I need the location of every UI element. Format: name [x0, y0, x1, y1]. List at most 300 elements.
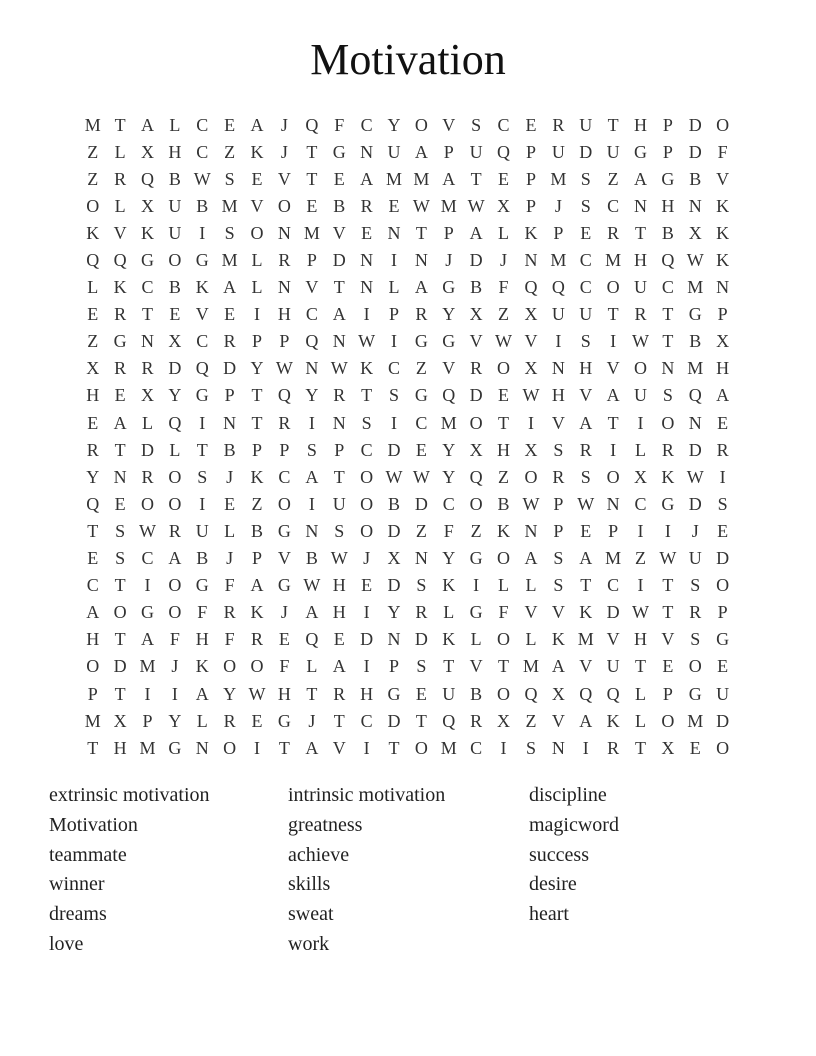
grid-letter: J [280, 602, 288, 623]
grid-letter: M [605, 548, 622, 569]
grid-letter: C [196, 331, 209, 352]
grid-letter: I [363, 602, 370, 623]
grid-letter: J [363, 548, 371, 569]
grid-letter: C [607, 575, 620, 596]
grid-letter: W [522, 493, 540, 514]
grid-letter: W [248, 683, 266, 704]
grid-letter: C [661, 277, 674, 298]
grid-letter: Z [635, 548, 646, 569]
grid-letter: Z [470, 520, 482, 541]
grid-letter: T [114, 575, 126, 596]
grid-letter: D [387, 520, 401, 541]
grid-letter: F [498, 277, 509, 298]
grid-letter: I [363, 304, 370, 325]
grid-letter: R [168, 520, 181, 541]
grid-letter: U [688, 548, 702, 569]
grid-letter: S [115, 548, 126, 569]
grid-letter: P [525, 168, 536, 189]
grid-letter: G [661, 168, 675, 189]
grid-letter: E [87, 412, 99, 433]
grid-letter: Y [442, 466, 456, 487]
grid-letter: T [114, 114, 126, 135]
grid-letter: T [470, 168, 482, 189]
grid-letter: L [141, 412, 153, 433]
grid-letter: H [332, 575, 346, 596]
grid-letter: G [168, 737, 182, 758]
grid-letter: M [440, 737, 457, 758]
grid-letter: F [224, 629, 235, 650]
grid-letter: O [634, 358, 647, 379]
grid-letter: L [251, 250, 263, 271]
grid-letter: O [606, 466, 620, 487]
grid-letter: S [388, 385, 399, 406]
grid-letter: E [224, 304, 236, 325]
grid-letter: L [114, 195, 126, 216]
grid-letter: V [305, 277, 319, 298]
grid-letter: L [169, 114, 181, 135]
grid-letter: X [387, 548, 401, 569]
grid-letter: K [86, 222, 100, 243]
grid-letter: O [168, 602, 182, 623]
grid-letter: E [580, 520, 592, 541]
grid-letter: Z [87, 331, 99, 352]
grid-letter: E [114, 493, 126, 514]
grid-letter: D [688, 439, 702, 460]
grid-letter: I [254, 737, 261, 758]
grid-letter: G [195, 385, 209, 406]
grid-letter: R [607, 737, 620, 758]
grid-letter: N [360, 277, 374, 298]
grid-letter: K [716, 250, 730, 271]
grid-letter: H [634, 629, 647, 650]
grid-letter: G [688, 683, 702, 704]
grid-letter: X [524, 439, 538, 460]
grid-letter: G [414, 331, 428, 352]
grid-letter: U [387, 141, 401, 162]
grid-letter: L [443, 602, 455, 623]
grid-letter: A [360, 168, 374, 189]
grid-letter: L [251, 277, 263, 298]
grid-letter: A [305, 466, 319, 487]
grid-letter: T [306, 141, 318, 162]
grid-letter: X [140, 141, 154, 162]
grid-letter: F [334, 114, 345, 135]
grid-letter: P [662, 683, 673, 704]
grid-letter: V [469, 656, 483, 677]
grid-letter: N [634, 195, 647, 216]
grid-letter: T [607, 304, 619, 325]
grid-letter: T [635, 222, 646, 243]
grid-letter: L [635, 683, 646, 704]
grid-letter: M [221, 195, 238, 216]
grid-letter: O [168, 466, 182, 487]
grid-letter: X [551, 683, 565, 704]
grid-letter: T [607, 412, 619, 433]
grid-letter: E [278, 629, 290, 650]
grid-letter: W [412, 195, 430, 216]
grid-letter: I [610, 331, 617, 352]
grid-letter: Q [195, 358, 209, 379]
grid-letter: K [250, 466, 264, 487]
grid-letter: R [251, 629, 264, 650]
grid-letter: E [717, 656, 729, 677]
grid-letter: K [579, 602, 593, 623]
grid-letter: S [580, 466, 591, 487]
grid-letter: T [415, 222, 427, 243]
grid-letter: C [634, 493, 647, 514]
grid-letter: T [333, 466, 345, 487]
grid-letter: O [414, 114, 428, 135]
grid-letter: G [332, 141, 346, 162]
grid-letter: Y [442, 548, 456, 569]
grid-letter: P [279, 439, 290, 460]
grid-letter: P [717, 602, 728, 623]
grid-letter: T [443, 656, 455, 677]
grid-letter: K [716, 195, 730, 216]
grid-letter: S [580, 195, 591, 216]
grid-letter: S [115, 520, 126, 541]
grid-letter: O [223, 737, 237, 758]
grid-letter: I [390, 250, 397, 271]
grid-letter: P [252, 439, 263, 460]
grid-letter: H [551, 385, 565, 406]
grid-letter: L [388, 277, 400, 298]
grid-letter: S [580, 331, 591, 352]
grid-letter: S [416, 575, 427, 596]
grid-letter: E [415, 683, 427, 704]
word-list-item: discipline [529, 784, 607, 806]
grid-letter: P [224, 385, 235, 406]
grid-letter: F [498, 602, 509, 623]
grid-letter: W [632, 331, 649, 352]
grid-letter: U [606, 656, 620, 677]
grid-letter: N [360, 250, 374, 271]
grid-letter: V [579, 656, 593, 677]
grid-letter: G [277, 520, 291, 541]
grid-letter: Y [223, 683, 237, 704]
grid-letter: H [661, 195, 675, 216]
grid-letter: A [579, 548, 593, 569]
grid-letter: R [86, 439, 99, 460]
grid-letter: R [661, 439, 674, 460]
grid-letter: I [363, 737, 370, 758]
grid-letter: H [277, 683, 291, 704]
grid-letter: N [551, 737, 565, 758]
grid-letter: K [250, 602, 264, 623]
grid-letter: T [498, 412, 510, 433]
grid-letter: K [497, 520, 511, 541]
grid-letter: Q [551, 277, 565, 298]
grid-letter: P [388, 304, 399, 325]
grid-letter: R [552, 466, 565, 487]
grid-letter: G [442, 331, 456, 352]
grid-letter: T [114, 439, 126, 460]
grid-letter: C [86, 575, 99, 596]
grid-letter: H [86, 385, 100, 406]
grid-letter: O [661, 412, 675, 433]
grid-letter: W [385, 466, 403, 487]
grid-letter: M [303, 222, 320, 243]
grid-letter: S [690, 575, 701, 596]
grid-letter: M [84, 114, 101, 135]
grid-letter: V [332, 222, 346, 243]
grid-letter: V [524, 331, 538, 352]
grid-letter: O [250, 656, 264, 677]
grid-letter: D [332, 250, 346, 271]
grid-letter: G [195, 575, 209, 596]
grid-letter: G [469, 602, 483, 623]
grid-letter: C [579, 277, 592, 298]
word-list-column-1 [49, 781, 210, 960]
grid-letter: O [606, 277, 620, 298]
grid-letter: I [637, 520, 644, 541]
grid-letter: K [360, 358, 374, 379]
grid-letter: G [716, 629, 730, 650]
word-list-item: success [529, 843, 589, 866]
grid-letter: H [332, 602, 346, 623]
grid-letter: K [195, 656, 209, 677]
grid-letter: K [250, 141, 264, 162]
grid-letter: O [168, 493, 182, 514]
grid-letter: O [469, 412, 483, 433]
grid-letter: O [497, 358, 511, 379]
grid-letter: T [251, 385, 263, 406]
grid-letter: S [662, 385, 673, 406]
grid-letter: H [716, 358, 730, 379]
grid-letter: H [579, 358, 593, 379]
grid-letter: N [223, 412, 237, 433]
word-list-item: teammate [49, 843, 127, 866]
grid-letter: U [579, 304, 593, 325]
grid-letter: F [224, 575, 235, 596]
grid-letter: W [577, 493, 595, 514]
grid-letter: V [277, 548, 291, 569]
grid-letter: U [168, 195, 182, 216]
grid-letter: T [415, 710, 427, 731]
grid-letter: F [717, 141, 728, 162]
grid-letter: I [473, 575, 480, 596]
grid-letter: N [360, 141, 374, 162]
grid-letter: Q [661, 250, 675, 271]
grid-letter: Z [87, 141, 99, 162]
grid-letter: R [716, 439, 729, 460]
grid-letter: O [113, 602, 127, 623]
grid-letter: E [580, 222, 592, 243]
grid-letter: O [140, 493, 154, 514]
grid-letter: E [224, 114, 236, 135]
word-list-item: magicword [529, 813, 619, 836]
grid-letter: Y [168, 710, 182, 731]
grid-letter: U [469, 141, 483, 162]
grid-letter: E [388, 195, 400, 216]
grid-letter: M [385, 168, 402, 189]
grid-letter: C [196, 141, 209, 162]
grid-letter: D [387, 710, 401, 731]
grid-letter: L [470, 629, 482, 650]
grid-letter: R [223, 602, 236, 623]
grid-letter: T [662, 331, 674, 352]
grid-letter: J [445, 250, 453, 271]
grid-letter: D [140, 439, 154, 460]
grid-letter: S [690, 629, 701, 650]
grid-letter: U [551, 141, 565, 162]
grid-letter: A [442, 168, 456, 189]
grid-letter: N [305, 358, 319, 379]
grid-letter: O [223, 656, 237, 677]
grid-letter: R [333, 683, 346, 704]
grid-letter: T [333, 710, 345, 731]
grid-letter: I [171, 683, 178, 704]
grid-letter: A [305, 737, 319, 758]
grid-letter: L [498, 575, 510, 596]
grid-letter: T [333, 277, 345, 298]
grid-letter: G [387, 683, 401, 704]
grid-letter: M [440, 412, 457, 433]
grid-letter: P [608, 520, 619, 541]
grid-letter: D [113, 656, 127, 677]
grid-letter: A [86, 602, 100, 623]
grid-letter: Z [498, 466, 510, 487]
grid-letter: D [387, 575, 401, 596]
grid-letter: C [607, 195, 620, 216]
grid-letter: Q [442, 385, 456, 406]
grid-letter: S [580, 168, 591, 189]
grid-letter: E [333, 629, 345, 650]
word-list-item: love [49, 932, 84, 955]
grid-letter: O [277, 195, 291, 216]
grid-letter: N [277, 277, 291, 298]
grid-letter: H [168, 141, 182, 162]
grid-letter: X [524, 358, 538, 379]
grid-letter: B [689, 331, 702, 352]
grid-letter: B [168, 168, 181, 189]
grid-letter: O [716, 575, 730, 596]
grid-letter: O [716, 114, 730, 135]
grid-letter: K [195, 277, 209, 298]
grid-letter: O [360, 493, 374, 514]
grid-letter: V [551, 710, 565, 731]
page-title: Motivation [310, 35, 506, 84]
grid-letter: B [497, 493, 510, 514]
grid-letter: X [113, 710, 127, 731]
grid-letter: O [661, 710, 675, 731]
grid-letter: A [140, 629, 154, 650]
grid-letter: T [251, 412, 263, 433]
grid-letter: S [334, 520, 345, 541]
grid-letter: H [277, 304, 291, 325]
grid-letter: W [330, 548, 348, 569]
grid-letter: U [442, 683, 456, 704]
grid-letter: E [169, 304, 181, 325]
grid-letter: S [553, 548, 564, 569]
grid-letter: E [498, 385, 510, 406]
grid-letter: O [497, 548, 511, 569]
grid-letter: P [525, 195, 536, 216]
grid-letter: C [141, 277, 154, 298]
grid-letter: B [223, 439, 236, 460]
grid-letter: X [716, 331, 730, 352]
grid-letter: N [387, 222, 401, 243]
grid-letter: P [388, 656, 399, 677]
grid-letter: L [169, 439, 181, 460]
word-list-item: skills [288, 873, 331, 896]
grid-letter: T [388, 737, 400, 758]
grid-letter: P [553, 520, 564, 541]
grid-letter: M [605, 250, 622, 271]
grid-letter: T [114, 629, 126, 650]
word-search-grid [79, 111, 736, 761]
grid-letter: E [333, 168, 345, 189]
grid-letter: R [141, 358, 154, 379]
grid-letter: T [114, 683, 126, 704]
grid-letter: S [717, 493, 728, 514]
grid-letter: C [387, 358, 400, 379]
grid-letter: C [305, 304, 318, 325]
grid-letter: D [469, 250, 483, 271]
grid-letter: W [686, 466, 704, 487]
grid-letter: L [498, 222, 510, 243]
grid-letter: X [688, 222, 702, 243]
grid-letter: W [193, 168, 211, 189]
grid-letter: T [87, 737, 99, 758]
grid-letter: Z [251, 493, 263, 514]
grid-letter: O [497, 683, 511, 704]
grid-letter: I [390, 331, 397, 352]
grid-letter: L [87, 277, 99, 298]
grid-letter: Y [250, 358, 264, 379]
grid-letter: M [413, 168, 430, 189]
grid-letter: U [716, 683, 730, 704]
grid-letter: C [360, 710, 373, 731]
grid-letter: Y [86, 466, 100, 487]
grid-letter: O [250, 222, 264, 243]
grid-letter: J [226, 466, 234, 487]
grid-letter: Q [305, 331, 319, 352]
grid-letter: C [579, 250, 592, 271]
grid-letter: P [443, 141, 454, 162]
grid-letter: I [144, 575, 151, 596]
grid-letter: V [579, 385, 593, 406]
grid-letter: R [114, 304, 127, 325]
grid-letter: B [470, 277, 483, 298]
grid-letter: V [524, 602, 538, 623]
grid-letter: D [579, 141, 593, 162]
grid-letter: O [497, 629, 511, 650]
grid-letter: M [84, 710, 101, 731]
grid-letter: N [661, 358, 675, 379]
grid-letter: W [632, 602, 649, 623]
grid-letter: I [363, 656, 370, 677]
grid-letter: T [278, 737, 290, 758]
grid-letter: G [113, 331, 127, 352]
grid-letter: B [387, 493, 400, 514]
grid-letter: W [303, 575, 321, 596]
grid-letter: Q [579, 683, 593, 704]
grid-letter: D [606, 602, 620, 623]
grid-letter: A [524, 548, 538, 569]
grid-letter: M [550, 168, 567, 189]
grid-letter: N [414, 548, 428, 569]
grid-letter: A [140, 114, 154, 135]
grid-letter: C [360, 439, 373, 460]
grid-letter: P [662, 114, 673, 135]
grid-letter: K [551, 629, 565, 650]
grid-letter: R [634, 304, 647, 325]
grid-letter: E [498, 168, 510, 189]
grid-letter: M [550, 250, 567, 271]
grid-letter: G [469, 548, 483, 569]
grid-letter: K [442, 575, 456, 596]
